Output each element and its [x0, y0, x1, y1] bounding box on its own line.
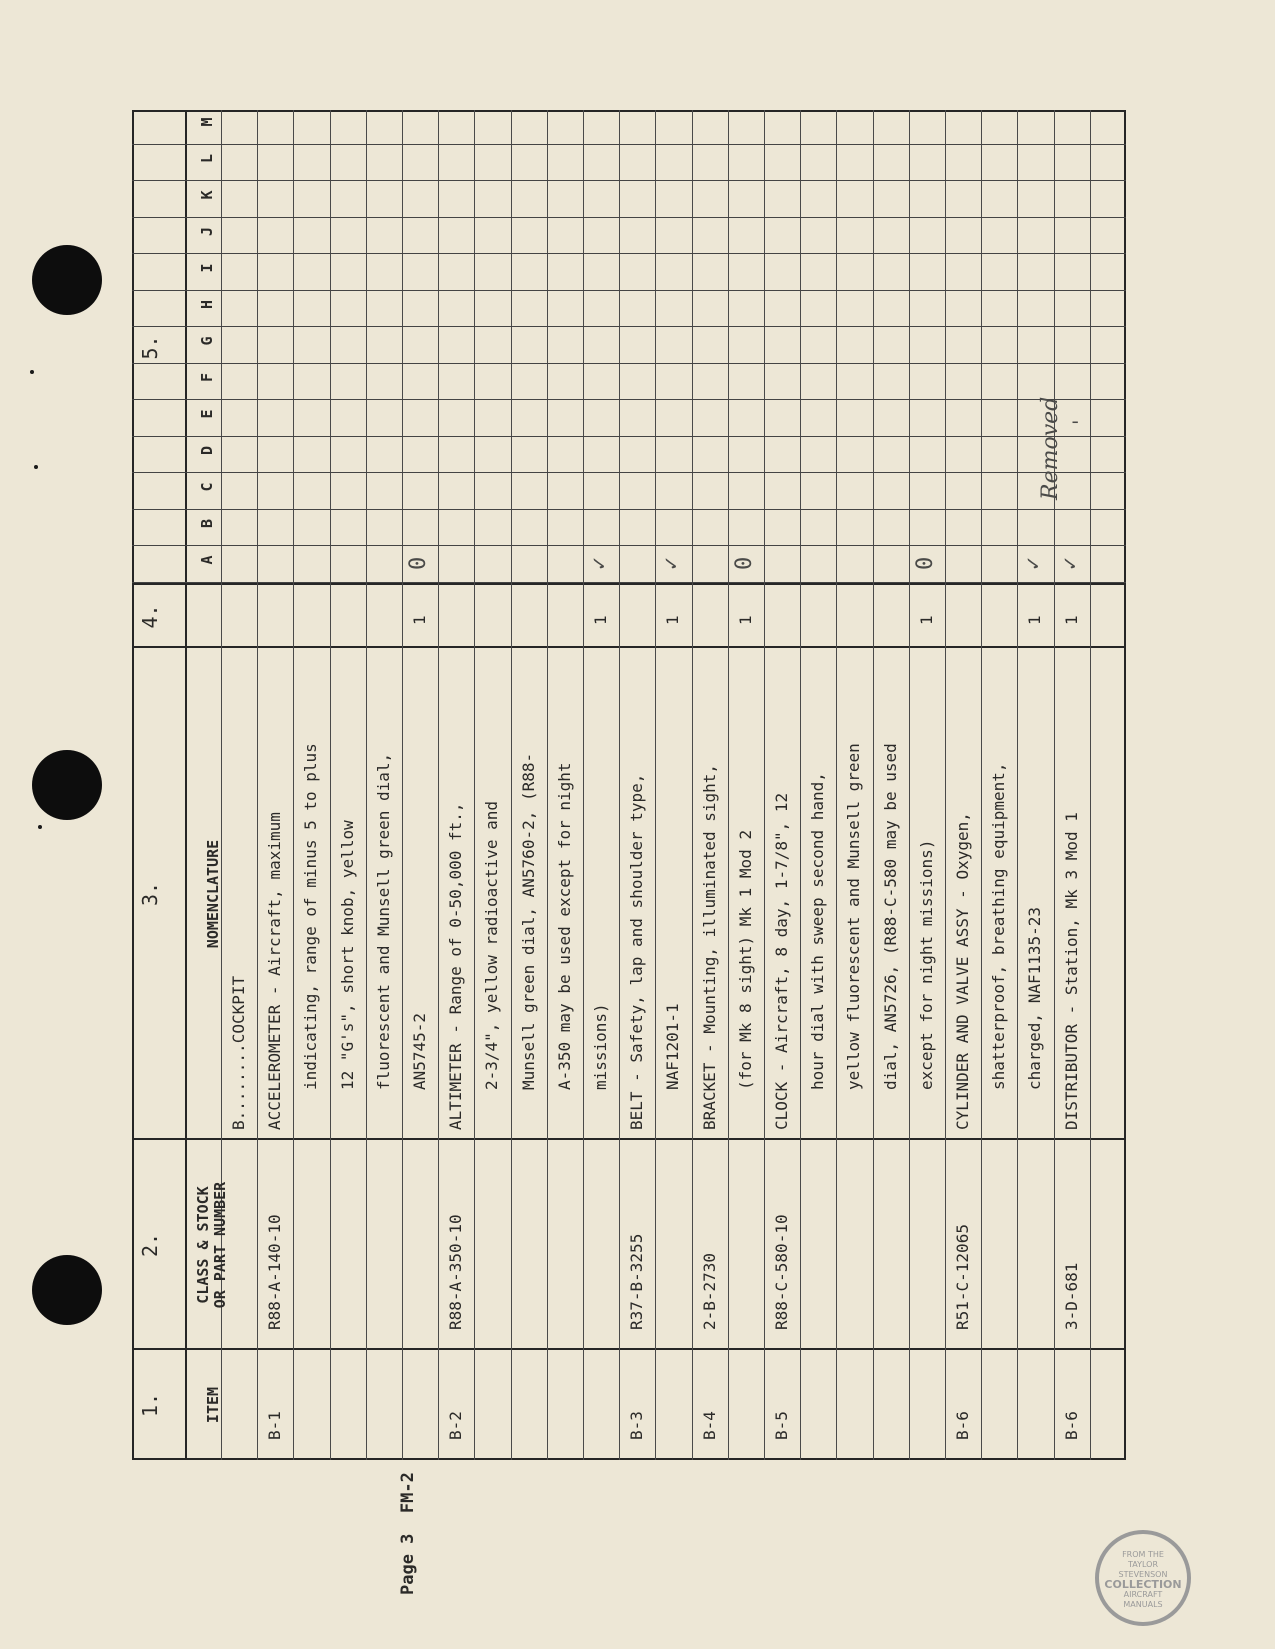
stamp-line1: FROM THE	[1122, 1550, 1164, 1559]
row-nomenclature-line: yellow fluorescent and Munsell green	[844, 743, 864, 1090]
row-nomenclature-line: except for night missions)	[916, 839, 936, 1090]
row-divider	[366, 110, 367, 1460]
row-nomenclature-line: BRACKET - Mounting, illuminated sight,	[699, 763, 719, 1130]
punch-hole-bottom	[32, 1255, 102, 1325]
row-quantity: 1	[591, 615, 610, 625]
row-divider	[836, 110, 837, 1460]
row-nomenclature-line: Munsell green dial, AN5760-2, (R88-	[518, 752, 538, 1090]
row-divider	[764, 110, 765, 1460]
row-divider	[873, 110, 874, 1460]
col2-label	[195, 1140, 229, 1350]
stamp-line6: MANUALS	[1123, 1600, 1163, 1609]
col4-number: 4.	[138, 604, 162, 629]
col5-letter-l: L	[198, 153, 216, 164]
col2-label-line2: OR PART NUMBER	[211, 1181, 229, 1309]
col5-letter-divider	[132, 582, 1126, 583]
row-check-mark: 0	[406, 556, 431, 570]
col5-letter-j: J	[198, 226, 216, 237]
row-part-number: R51-C-12065	[953, 1224, 972, 1330]
row-item: B-1	[265, 1411, 285, 1440]
row-divider	[1090, 110, 1091, 1460]
stamp-line2: TAYLOR	[1127, 1560, 1159, 1569]
col5-letter-divider	[132, 400, 1126, 401]
col5-letter-f: F	[198, 372, 216, 383]
paper-speck	[30, 370, 34, 374]
row-item: B-4	[699, 1411, 719, 1440]
column-divider	[132, 646, 1126, 648]
row-nomenclature-line: 12 "G's", short knob, yellow	[337, 820, 357, 1090]
row-divider	[293, 110, 294, 1460]
stamp-line5: AIRCRAFT	[1123, 1590, 1163, 1599]
row-check-mark: ✓	[1021, 556, 1047, 570]
row-nomenclature-line: DISTRIBUTOR - Station, Mk 3 Mod 1	[1061, 812, 1081, 1130]
row-nomenclature-line: indicating, range of minus 5 to plus	[301, 743, 321, 1090]
equipment-table	[132, 110, 1126, 1460]
stamp-line4: COLLECTION	[1104, 1578, 1182, 1591]
row-quantity: 1	[1025, 615, 1045, 625]
row-check-mark: 0	[912, 556, 938, 570]
col2-number: 2.	[138, 1232, 162, 1258]
col5-letter-divider	[132, 254, 1126, 255]
row-divider	[619, 110, 620, 1460]
col5-letter-a: A	[198, 555, 216, 565]
row-divider	[547, 110, 548, 1460]
row-divider	[655, 110, 656, 1460]
row-item: B-5	[772, 1411, 791, 1440]
row-check-mark: ✓	[659, 556, 685, 570]
row-nomenclature-line: CYLINDER AND VALVE ASSY - Oxygen,	[953, 812, 972, 1130]
col3-number: 3.	[138, 881, 162, 907]
row-divider	[945, 110, 946, 1460]
row-divider	[474, 110, 475, 1460]
col5-letter-g: G	[198, 336, 216, 346]
col2-label-line1: CLASS & STOCK	[194, 1186, 212, 1304]
row-item: B-2	[446, 1411, 466, 1440]
col5-letter-divider	[132, 181, 1126, 182]
row-quantity: 1	[1061, 615, 1081, 625]
row-item: B-6	[953, 1411, 972, 1440]
col5-letter-d: D	[198, 445, 216, 456]
row-divider	[438, 110, 439, 1460]
row-divider	[909, 110, 910, 1460]
row-divider	[800, 110, 801, 1460]
paper-speck	[34, 465, 38, 469]
col1-number: 1.	[138, 1392, 162, 1418]
row-nomenclature-line: charged, NAF1135-23	[1025, 906, 1045, 1090]
col5-letter-divider	[132, 546, 1126, 547]
col1-label: ITEM	[204, 1386, 222, 1424]
col5-letter-divider	[132, 363, 1126, 364]
row-nomenclature-line: CLOCK - Aircraft, 8 day, 1-7/8", 12	[772, 792, 791, 1130]
row-nomenclature-line: fluorescent and Munsell green dial,	[373, 752, 393, 1090]
row-divider	[330, 110, 331, 1460]
col5-letter-e: E	[198, 409, 216, 419]
col5-letter-divider	[132, 327, 1126, 328]
col5-letter-divider	[132, 473, 1126, 474]
col5-letter-divider	[132, 436, 1126, 437]
row-quantity: 1	[663, 615, 683, 625]
col5-letter-divider	[132, 144, 1126, 145]
row-nomenclature-line: NAF1201-1	[663, 1003, 683, 1090]
row-nomenclature-line: dial, AN5726, (R88-C-580 may be used	[880, 743, 900, 1090]
handwritten-removed-note: Removed	[1038, 396, 1063, 500]
row-nomenclature-line: AN5745-2	[410, 1012, 429, 1090]
row-divider	[511, 110, 512, 1460]
col5-letter-b: B	[198, 518, 216, 529]
row-nomenclature-line: ACCELEROMETER - Aircraft, maximum	[265, 812, 285, 1130]
handwritten-tick: '	[1068, 419, 1092, 425]
row-nomenclature-line: ALTIMETER - Range of 0-50,000 ft.,	[446, 802, 466, 1130]
row-nomenclature-line: A-350 may be used except for night	[554, 762, 574, 1090]
header-rule	[185, 110, 187, 1460]
col5-number: 5.	[138, 335, 162, 360]
row-divider	[402, 110, 403, 1460]
row-part-number: R88-C-580-10	[772, 1214, 791, 1330]
col3-label: NOMENCLATURE	[204, 839, 222, 949]
row-quantity: 1	[916, 615, 936, 625]
row-part-number: R88-A-350-10	[446, 1214, 466, 1330]
col5-letter-divider	[132, 509, 1126, 510]
collection-stamp	[1095, 1530, 1191, 1626]
row-nomenclature-line: BELT - Safety, lap and shoulder type,	[627, 773, 647, 1130]
paper-speck	[38, 825, 42, 829]
row-divider	[1017, 110, 1018, 1460]
row-part-number: 2-B-2730	[699, 1252, 719, 1330]
row-quantity: 1	[735, 615, 755, 625]
row-divider	[583, 110, 584, 1460]
col5-letter-m: M	[198, 117, 216, 127]
stamp-line3: STEVENSON	[1118, 1570, 1168, 1579]
row-nomenclature-line: hour dial with sweep second hand,	[808, 772, 828, 1090]
row-part-number: 3-D-681	[1061, 1262, 1081, 1330]
row-nomenclature-line: shatterproof, breathing equipment,	[989, 762, 1009, 1090]
col5-letter-divider	[132, 290, 1126, 291]
column-divider	[132, 1138, 1126, 1140]
col5-letter-h: H	[198, 299, 216, 310]
punch-hole-top	[32, 245, 102, 315]
col5-letter-k: K	[198, 190, 216, 200]
row-divider	[692, 110, 693, 1460]
row-check-mark: 0	[731, 556, 757, 570]
row-part-number: R37-B-3255	[627, 1233, 647, 1330]
col5-letter-i: I	[198, 263, 216, 273]
section-header: B........COCKPIT	[229, 975, 248, 1130]
row-check-mark: ✓	[587, 556, 612, 570]
row-quantity: 1	[410, 615, 429, 625]
row-item: B-3	[627, 1411, 647, 1440]
column-divider	[132, 583, 1126, 585]
row-divider	[1054, 110, 1055, 1460]
col5-letter-divider	[132, 217, 1126, 218]
row-divider	[981, 110, 982, 1460]
row-nomenclature-line: missions)	[591, 1003, 610, 1090]
row-part-number: R88-A-140-10	[265, 1214, 285, 1330]
row-nomenclature-line: (for Mk 8 sight) Mk 1 Mod 2	[735, 829, 755, 1090]
page-footer: Page 3 FM-2	[398, 1472, 418, 1595]
row-nomenclature-line: 2-3/4", yellow radioactive and	[482, 801, 502, 1090]
row-divider	[728, 110, 729, 1460]
row-check-mark: ✓	[1057, 556, 1083, 570]
punch-hole-middle	[32, 750, 102, 820]
row-divider	[257, 110, 258, 1460]
column-divider	[132, 1348, 1126, 1350]
col5-letter-c: C	[198, 482, 216, 492]
row-item: B-6	[1061, 1411, 1081, 1440]
